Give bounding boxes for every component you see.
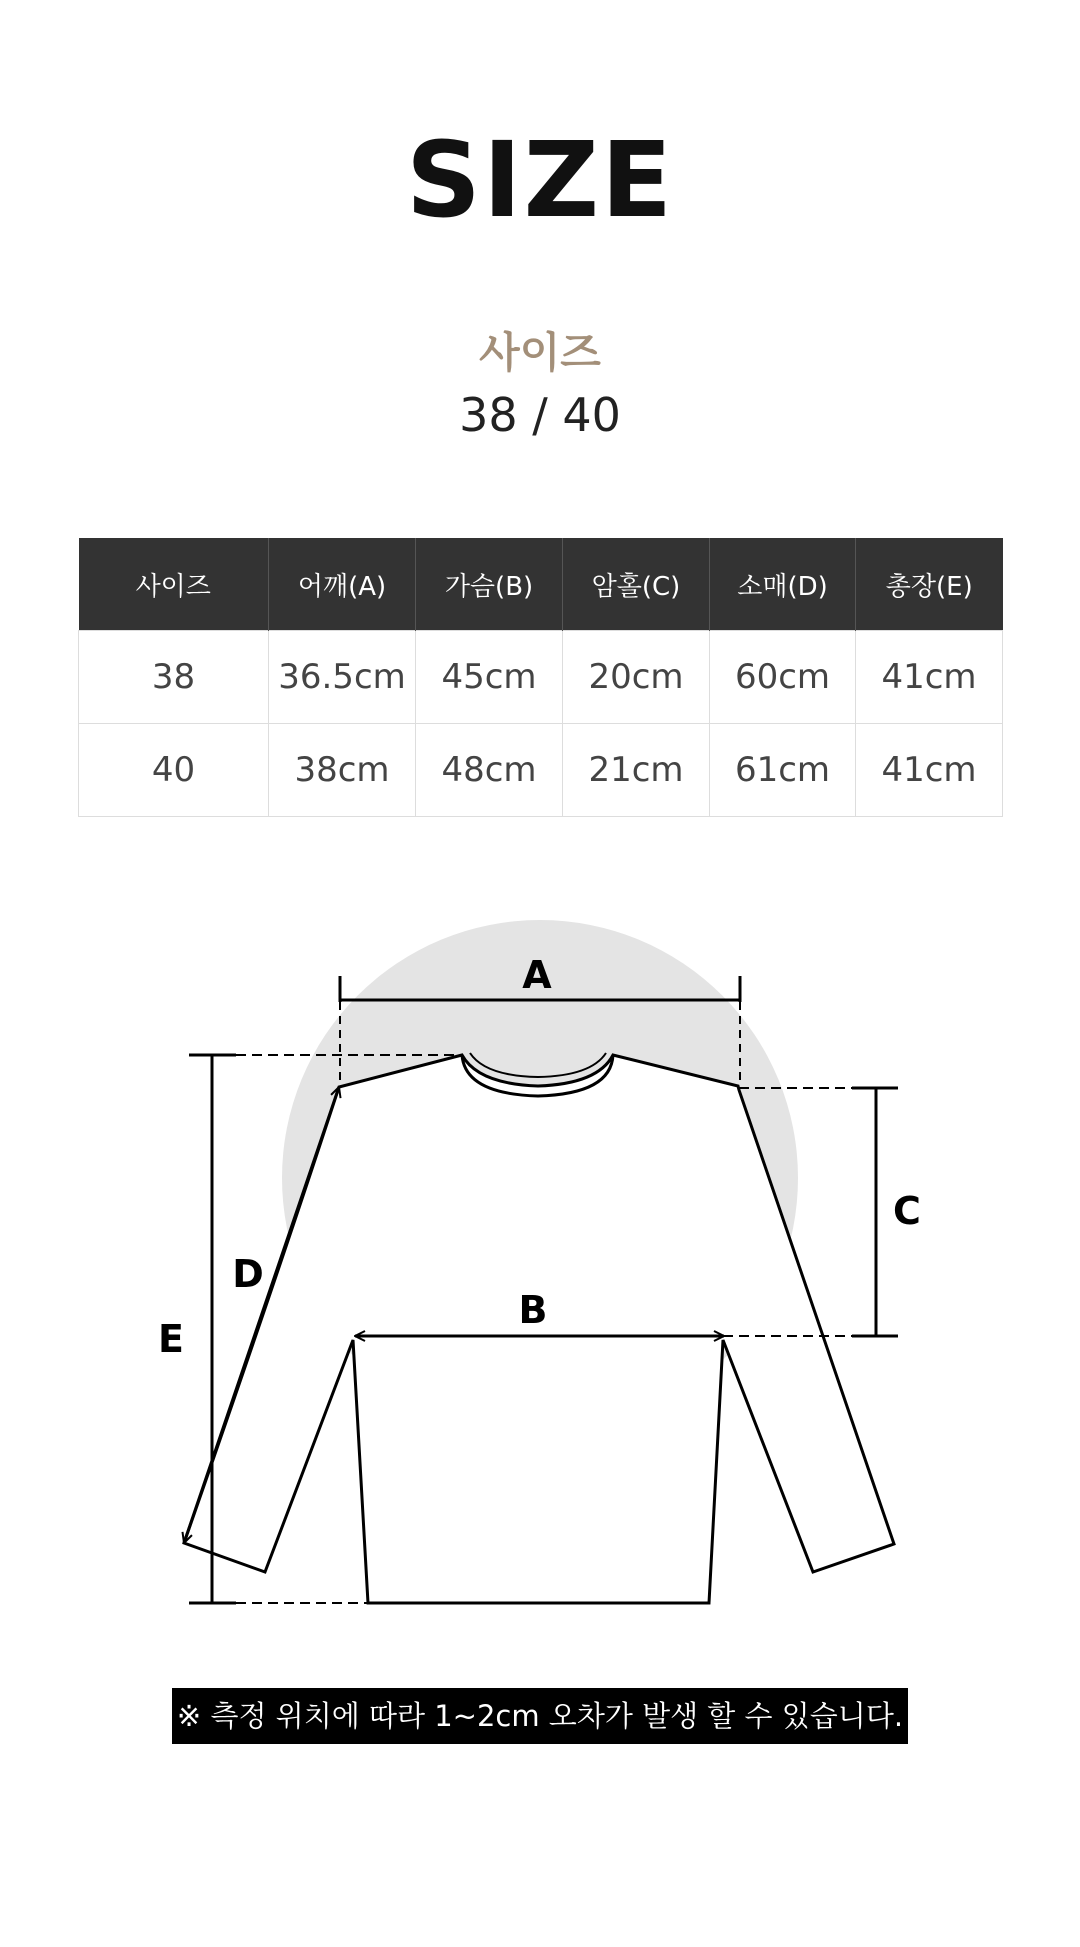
column-header-size: 사이즈 <box>79 538 269 631</box>
table-cell: 20cm <box>563 631 710 724</box>
column-header-length: 총장(E) <box>856 538 1003 631</box>
table-cell: 40 <box>79 724 269 817</box>
table-cell: 60cm <box>710 631 856 724</box>
size-label: 사이즈 <box>479 328 601 377</box>
garment-measurement-diagram <box>0 900 1080 1640</box>
label-d: D <box>232 1252 264 1296</box>
table-cell: 45cm <box>416 631 563 724</box>
label-c: C <box>893 1189 921 1233</box>
label-e: E <box>158 1317 184 1361</box>
table-cell: 38 <box>79 631 269 724</box>
table-cell: 36.5cm <box>269 631 416 724</box>
table-cell: 48cm <box>416 724 563 817</box>
table-cell: 21cm <box>563 724 710 817</box>
measurement-notice: ※ 측정 위치에 따라 1~2cm 오차가 발생 할 수 있습니다. <box>172 1688 908 1744</box>
column-header-sleeve: 소매(D) <box>710 538 856 631</box>
size-table <box>78 538 1003 817</box>
table-row <box>79 724 1003 817</box>
table-cell: 61cm <box>710 724 856 817</box>
table-row <box>79 631 1003 724</box>
page-title: SIZE <box>405 119 675 241</box>
label-a: A <box>522 953 552 997</box>
column-header-armhole: 암홀(C) <box>563 538 710 631</box>
table-header-row <box>79 538 1003 631</box>
table-cell: 38cm <box>269 724 416 817</box>
column-header-shoulder: 어깨(A) <box>269 538 416 631</box>
table-cell: 41cm <box>856 631 1003 724</box>
label-b: B <box>518 1288 548 1332</box>
table-cell: 41cm <box>856 724 1003 817</box>
size-values: 38 / 40 <box>459 388 621 442</box>
column-header-chest: 가슴(B) <box>416 538 563 631</box>
